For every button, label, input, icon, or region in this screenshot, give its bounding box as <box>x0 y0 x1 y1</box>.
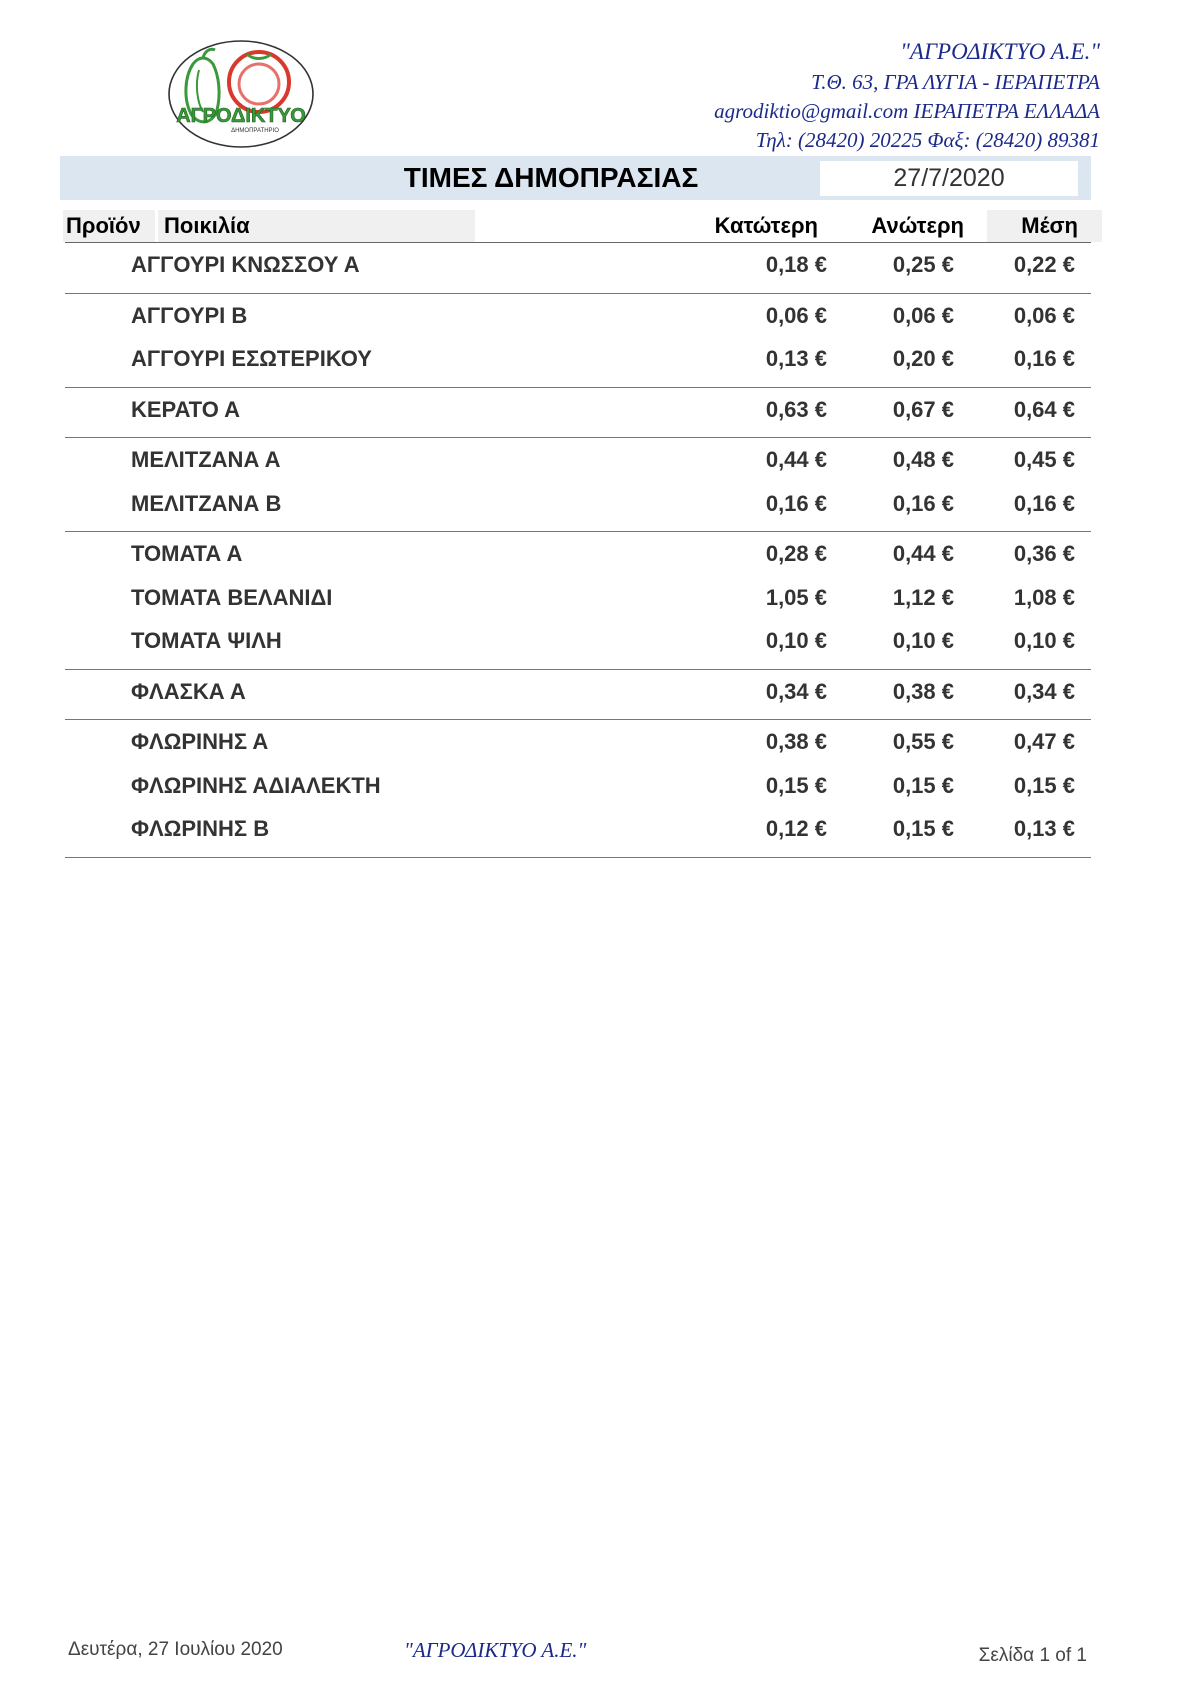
price-row <box>65 532 1091 576</box>
avg-price: 1,08 € <box>1013 584 1075 610</box>
agrodiktyo-logo <box>155 36 330 151</box>
product-group <box>65 388 1091 439</box>
high-price: 0,25 € <box>892 252 954 277</box>
company-address: Τ.Θ. 63, ΓΡΑ ΛΥΓΙΑ - ΙΕΡΑΠΕΤΡΑ <box>811 70 1100 94</box>
price-row <box>65 337 1091 381</box>
high-price: 0,10 € <box>892 628 954 653</box>
column-header-avg: Μέση <box>1021 213 1078 238</box>
high-price: 0,15 € <box>892 816 954 841</box>
avg-price: 0,22 € <box>1013 252 1075 277</box>
high-price: 0,38 € <box>892 678 954 704</box>
price-row <box>65 294 1091 338</box>
high-price: 0,20 € <box>892 346 954 371</box>
price-row <box>65 764 1091 808</box>
high-price: 0,67 € <box>892 396 954 422</box>
price-row <box>65 438 1091 482</box>
price-table <box>65 242 1091 858</box>
variety-name: ΦΛΑΣΚΑ Α <box>131 678 246 704</box>
price-row <box>65 670 1091 714</box>
low-price: 0,15 € <box>765 772 827 798</box>
low-price: 0,34 € <box>765 678 827 704</box>
avg-price: 0,16 € <box>1013 490 1075 516</box>
column-header-product: Προϊόν <box>66 213 141 238</box>
product-group <box>65 294 1091 388</box>
variety-name: ΤΟΜΑΤΑ ΨΙΛΗ <box>131 628 282 653</box>
low-price: 0,28 € <box>765 541 827 566</box>
avg-price: 0,06 € <box>1013 302 1075 328</box>
page-title: ΤΙΜΕΣ ΔΗΜΟΠΡΑΣΙΑΣ <box>403 162 699 193</box>
price-row <box>65 243 1091 287</box>
avg-price: 0,45 € <box>1013 447 1075 472</box>
avg-price: 0,15 € <box>1013 772 1075 798</box>
high-price: 0,48 € <box>892 447 954 472</box>
variety-name: ΚΕΡΑΤΟ Α <box>131 396 241 422</box>
company-phone-line: Τηλ: (28420) 20225 Φαξ: (28420) 89381 <box>755 128 1100 152</box>
low-price: 0,13 € <box>765 346 827 371</box>
variety-name: ΤΟΜΑΤΑ Α <box>131 541 243 566</box>
logo-subtext: ΔΗΜΟΠΡΑΤΗΡΙΟ <box>231 128 279 134</box>
avg-price: 0,36 € <box>1013 541 1075 566</box>
variety-name: ΜΕΛΙΤΖΑΝΑ Α <box>131 447 281 472</box>
footer-date: Δευτέρα, 27 Ιουλίου 2020 <box>68 1639 283 1660</box>
low-price: 0,06 € <box>765 302 827 328</box>
avg-price: 0,16 € <box>1013 346 1075 371</box>
title-bar <box>60 156 1091 200</box>
high-price: 0,44 € <box>892 541 954 566</box>
footer-company: "ΑΓΡΟΔΙΚΤΥΟ Α.Ε." <box>404 1638 587 1662</box>
product-group <box>65 438 1091 532</box>
variety-name: ΑΓΓΟΥΡΙ ΕΣΩΤΕΡΙΚΟΥ <box>131 346 372 371</box>
price-row <box>65 576 1091 620</box>
price-row <box>65 720 1091 764</box>
variety-name: ΦΛΩΡΙΝΗΣ Β <box>131 816 270 841</box>
low-price: 0,63 € <box>765 396 827 422</box>
column-header-high: Ανώτερη <box>871 213 964 238</box>
low-price: 1,05 € <box>765 584 827 610</box>
high-price: 1,12 € <box>892 584 954 610</box>
product-group <box>65 720 1091 858</box>
product-group <box>65 670 1091 721</box>
high-price: 0,15 € <box>892 772 954 798</box>
price-row <box>65 482 1091 526</box>
table-header <box>0 210 1200 242</box>
low-price: 0,44 € <box>765 447 827 472</box>
variety-name: ΑΓΓΟΥΡΙ ΚΝΩΣΣΟΥ Α <box>131 252 360 277</box>
avg-price: 0,64 € <box>1013 396 1075 422</box>
high-price: 0,55 € <box>892 729 954 754</box>
avg-price: 0,47 € <box>1013 729 1075 754</box>
price-row <box>65 388 1091 432</box>
logo-text: ΑΓΡΟΔΙΚΤΥΟ <box>176 105 306 127</box>
variety-name: ΜΕΛΙΤΖΑΝΑ Β <box>131 490 282 516</box>
high-price: 0,06 € <box>892 302 954 328</box>
price-row <box>65 807 1091 851</box>
price-row <box>65 619 1091 663</box>
variety-name: ΤΟΜΑΤΑ ΒΕΛΑΝΙΔΙ <box>131 584 333 610</box>
product-group <box>65 243 1091 294</box>
high-price: 0,16 € <box>892 490 954 516</box>
avg-price: 0,10 € <box>1013 628 1075 653</box>
low-price: 0,16 € <box>765 490 827 516</box>
variety-name: ΦΛΩΡΙΝΗΣ ΑΔΙΑΛΕΚΤΗ <box>131 772 381 798</box>
auction-date: 27/7/2020 <box>820 161 1078 196</box>
low-price: 0,10 € <box>765 628 827 653</box>
company-name: "ΑΓΡΟΔΙΚΤΥΟ Α.Ε." <box>900 39 1100 64</box>
variety-name: ΑΓΓΟΥΡΙ Β <box>131 302 248 328</box>
avg-price: 0,13 € <box>1013 816 1075 841</box>
column-header-variety: Ποικιλία <box>164 213 250 238</box>
low-price: 0,12 € <box>765 816 827 841</box>
variety-name: ΦΛΩΡΙΝΗΣ Α <box>131 729 269 754</box>
product-group <box>65 532 1091 670</box>
low-price: 0,18 € <box>765 252 827 277</box>
company-email-line: agrodiktio@gmail.com ΙΕΡΑΠΕΤΡΑ ΕΛΛΑΔΑ <box>714 99 1100 123</box>
column-header-low: Κατώτερη <box>714 213 818 238</box>
footer-page-number: Σελίδα 1 of 1 <box>978 1645 1087 1666</box>
low-price: 0,38 € <box>765 729 827 754</box>
avg-price: 0,34 € <box>1013 678 1075 704</box>
